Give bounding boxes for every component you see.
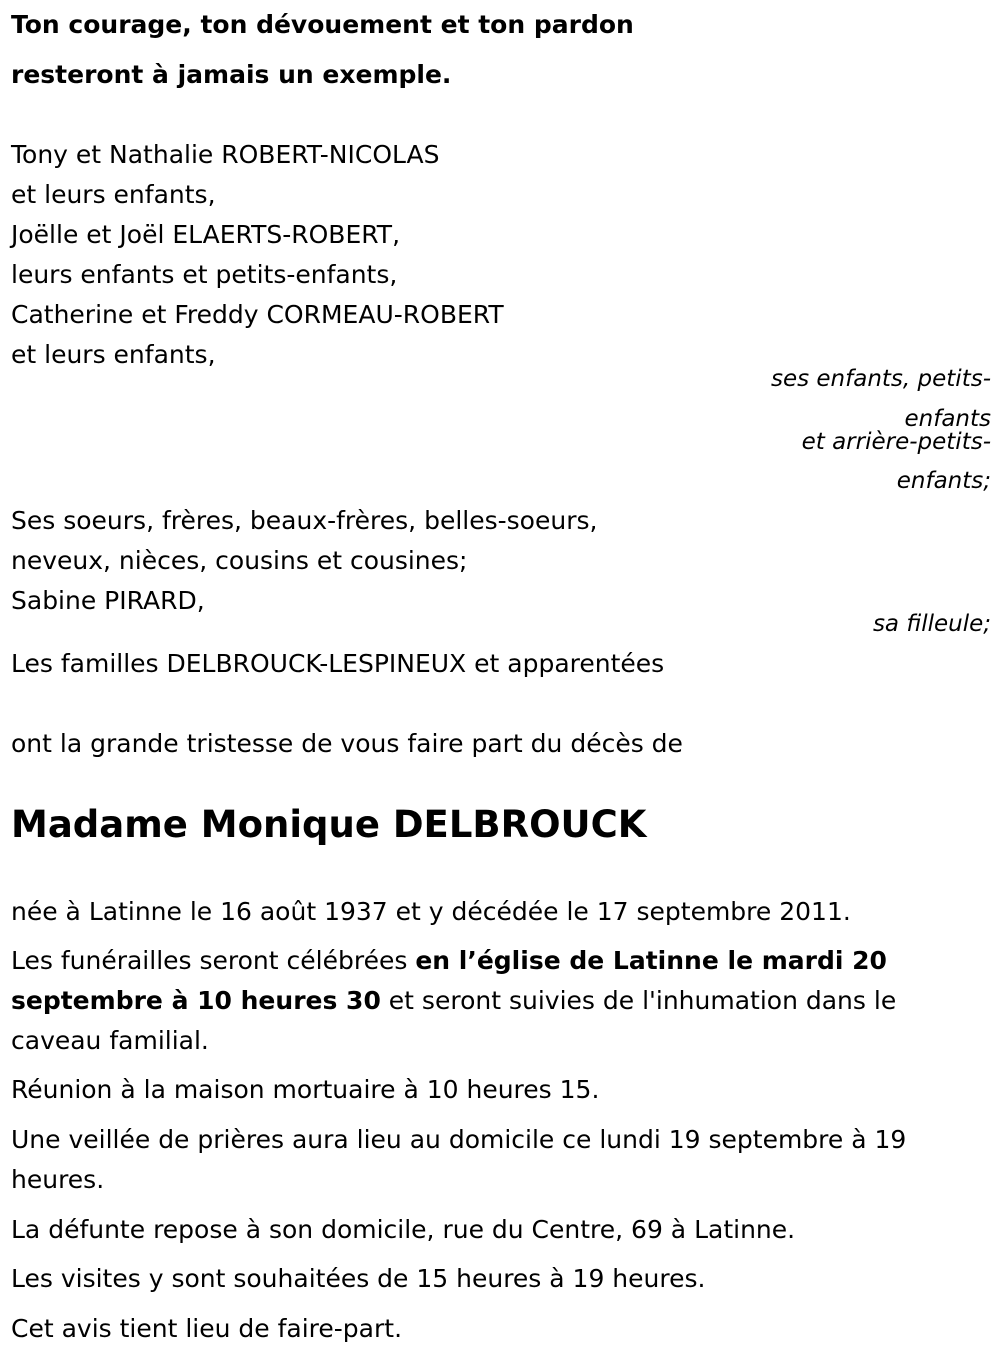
relation-children-line: et arrière-petits- bbox=[801, 429, 991, 455]
birth-death-line: née à Latinne le 16 août 1937 et y décédée le 17 septembre 2011. bbox=[11, 897, 851, 926]
funeral-bold-1: en l’église de Latinne le mardi 20 bbox=[415, 946, 887, 975]
vigil-line-1: Une veillée de prières aura lieu au domicile ce lundi 19 septembre à 19 bbox=[11, 1125, 907, 1154]
deceased-name: Madame Monique DELBROUCK bbox=[11, 803, 647, 846]
vigil-line-2: heures. bbox=[11, 1165, 105, 1194]
meeting-line: Réunion à la maison mortuaire à 10 heures 15. bbox=[11, 1075, 600, 1104]
funeral-bold-2: septembre à 10 heures 30 bbox=[11, 986, 381, 1015]
quote-line-2: resteront à jamais un exemple. bbox=[11, 60, 452, 89]
siblings-line-1: Ses soeurs, frères, beaux-frères, belles-soeurs, bbox=[11, 506, 598, 535]
relation-children-line: enfants; bbox=[896, 468, 991, 494]
announcement: ont la grande tristesse de vous faire part du décès de bbox=[11, 729, 683, 758]
funeral-intro: Les funérailles seront célébrées bbox=[11, 946, 416, 975]
family-line: et leurs enfants, bbox=[11, 340, 216, 369]
relation-goddaughter: sa filleule; bbox=[872, 611, 991, 637]
repose-line: La défunte repose à son domicile, rue du Centre, 69 à Latinne. bbox=[11, 1215, 796, 1244]
family-line: et leurs enfants, bbox=[11, 180, 216, 209]
funeral-rest-1: et seront suivies de l'inhumation dans le bbox=[380, 986, 897, 1015]
family-line: leurs enfants et petits-enfants, bbox=[11, 260, 398, 289]
relation-children-line: enfants bbox=[904, 406, 991, 432]
funeral-line-2 bbox=[11, 986, 896, 1016]
families-line: Les familles DELBROUCK-LESPINEUX et apparentées bbox=[11, 649, 665, 678]
funeral-line-1 bbox=[11, 946, 887, 976]
notice-line: Cet avis tient lieu de faire-part. bbox=[11, 1314, 403, 1343]
family-line: Catherine et Freddy CORMEAU-ROBERT bbox=[11, 300, 504, 329]
goddaughter-name: Sabine PIRARD, bbox=[11, 586, 205, 615]
family-line: Tony et Nathalie ROBERT-NICOLAS bbox=[11, 140, 440, 169]
quote-line-1: Ton courage, ton dévouement et ton pardon bbox=[11, 10, 634, 39]
siblings-line-2: neveux, nièces, cousins et cousines; bbox=[11, 546, 468, 575]
funeral-line-3: caveau familial. bbox=[11, 1026, 209, 1055]
visits-line: Les visites y sont souhaitées de 15 heures à 19 heures. bbox=[11, 1264, 706, 1293]
relation-children-line: ses enfants, petits- bbox=[770, 366, 991, 392]
family-line: Joëlle et Joël ELAERTS-ROBERT, bbox=[11, 220, 401, 249]
